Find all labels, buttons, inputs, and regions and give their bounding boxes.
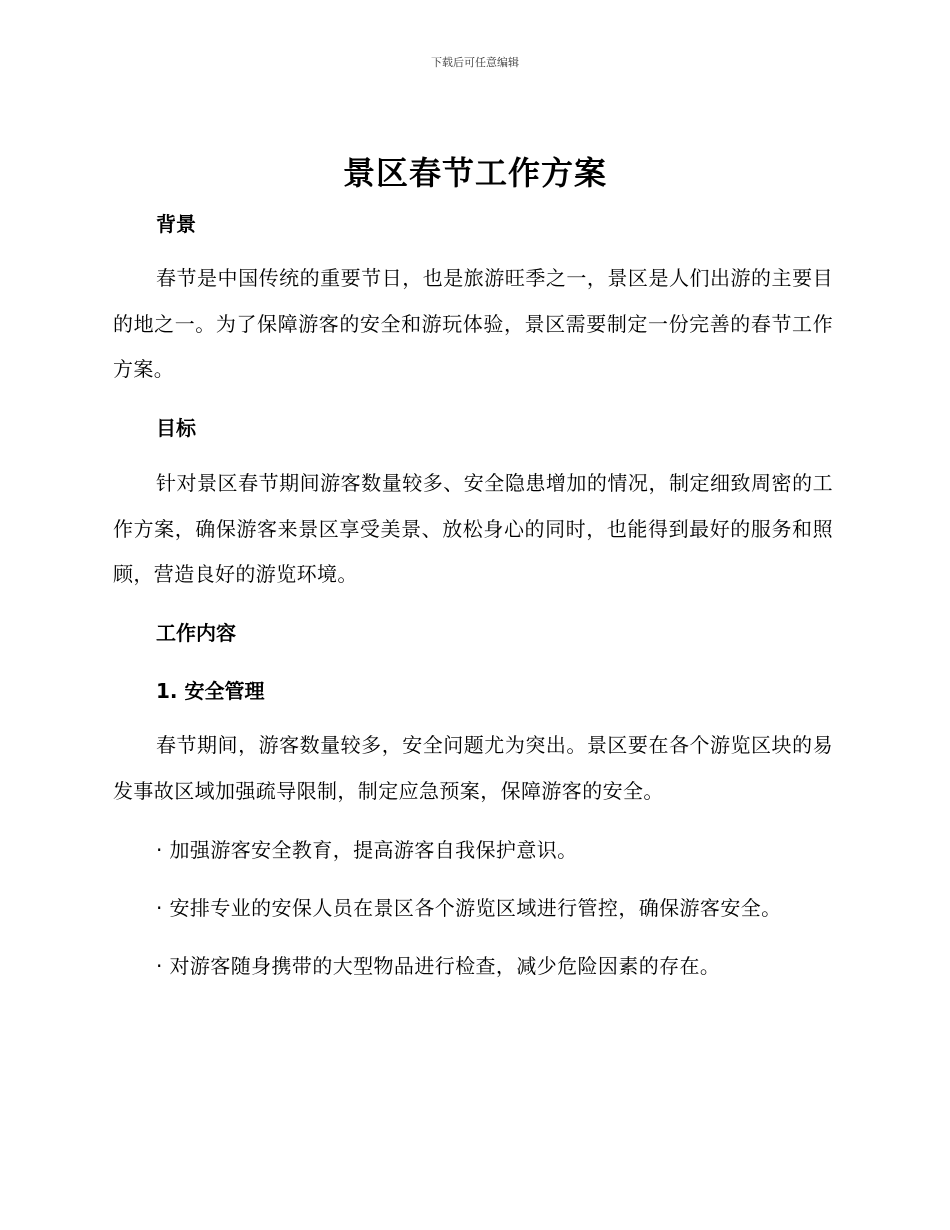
bullet-item: · 安排专业的安保人员在景区各个游览区域进行管控，确保游客安全。 xyxy=(156,896,782,920)
heading-work-content: 工作内容 xyxy=(156,621,236,645)
paragraph-background: 春节是中国传统的重要节日，也是旅游旺季之一，景区是人们出游的主要目的地之一。为了保障游客的安全和游玩体验，景区需要制定一份完善的春节工作方案。 xyxy=(113,266,833,381)
bullet-item: · 对游客随身携带的大型物品进行检查，减少危险因素的存在。 xyxy=(156,954,721,978)
header-note: 下载后可任意编辑 xyxy=(431,56,519,69)
paragraph-safety-management: 春节期间，游客数量较多，安全问题尤为突出。景区要在各个游览区块的易发事故区域加强疏导限制，制定应急预案，保障游客的安全。 xyxy=(113,733,833,803)
document-title: 景区春节工作方案 xyxy=(342,154,607,192)
heading-background: 背景 xyxy=(156,212,196,236)
paragraph-goal: 针对景区春节期间游客数量较多、安全隐患增加的情况，制定细致周密的工作方案，确保游客来景区享受美景、放松身心的同时，也能得到最好的服务和照顾，营造良好的游览环境。 xyxy=(113,471,833,586)
bullet-item: · 加强游客安全教育，提高游客自我保护意识。 xyxy=(156,838,578,862)
heading-goal: 目标 xyxy=(156,416,196,440)
heading-safety-management: 1. 安全管理 xyxy=(156,679,265,703)
